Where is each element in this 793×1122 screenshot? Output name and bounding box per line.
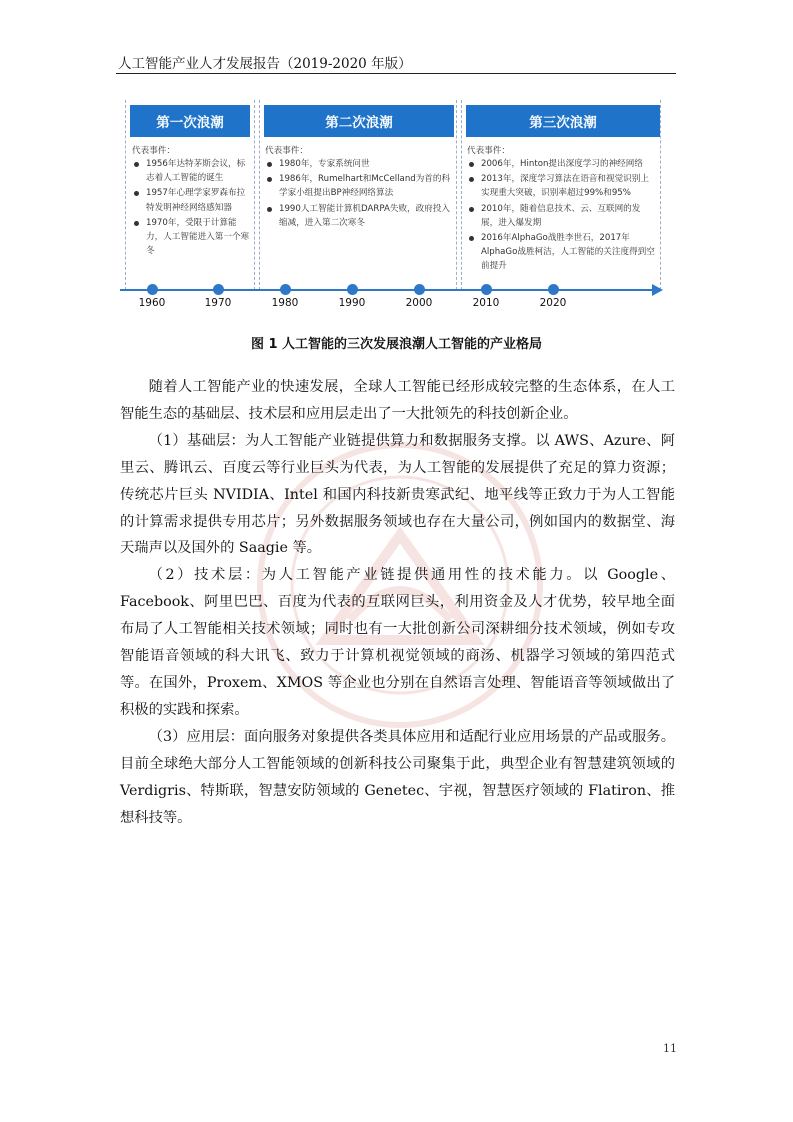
event-item: 1957年心理学家罗森布拉特发明神经网络感知器 [132,186,252,214]
page-number: 11 [663,1042,677,1055]
timeline-dot [147,284,158,295]
timeline-dot [414,284,425,295]
timeline-dot [347,284,358,295]
wave-heading: 第三次浪潮 [466,105,660,137]
paragraph-intro: 随着人工智能产业的快速发展，全球人工智能已经形成较完整的生态体系，在人工智能生态的基础层、技术层和应用层走出了一大批领先的科技创新企业。 [120,379,675,422]
timeline-year: 1960 [138,297,166,309]
timeline-year: 1970 [204,297,232,309]
timeline-dot [213,284,224,295]
events-list [132,157,252,259]
figure-caption: 图 1 人工智能的三次发展浪潮人工智能的产业格局 [250,337,543,352]
event-item: 2013年，深度学习算法在语音和视觉识别上实现重大突破，识别率超过99%和95% [467,172,657,200]
paragraph-infrastructure-layer: （1）基础层：为人工智能产业链提供算力和数据服务支撑。以 AWS、Azure、阿里云、腾讯云、百度云等行业巨头为代表，为人工智能的发展提供了充足的算力资源；传统芯片巨头 NVIDIA、Intel 和国内科技新贵寒武纪、地平线等正致力于为人工智能的计算需求提供专用芯片；另外数据服务领域也存在大量公司，例如国内的数据堂、海天瑞声以及国外的 Saagie 等。 [120,432,675,557]
event-item: 1956年达特茅斯会议，标志着人工智能的诞生 [132,157,252,185]
wave-heading: 第二次浪潮 [264,105,454,137]
paragraph-technology-layer: （2）技术层：为人工智能产业链提供通用性的技术能力。以 Google、Facebook、阿里巴巴、百度为代表的互联网巨头，利用资金及人才优势，较早地全面布局了人工智能相关技术领域；同时也有一大批创新公司深耕细分技术领域，例如专攻智能语音领域的科大讯飞、致力于计算机视觉领域的商汤、机器学习领域的第四范式等。在国外，Proxem、XMOS 等企业也分别在自然语言处理、智能语音等领域做出了积极的实践和探索。 [120,567,675,718]
event-item: 2016年AlphaGo战胜李世石，2017年AlphaGo战胜柯洁，人工智能的关注度得到空前提升 [467,231,657,274]
events-label: 代表事件： [265,146,308,156]
timeline-axis [120,289,654,291]
events-label: 代表事件： [467,146,510,156]
timeline-arrow-icon [652,284,663,296]
event-item: 1990人工智能计算机DARPA失败，政府投入缩减，进入第二次寒冬 [265,202,453,230]
wave-heading: 第一次浪潮 [130,105,250,137]
event-item: 2006年，Hinton提出深度学习的神经网络 [467,157,657,171]
events-list [467,157,657,275]
paragraph-application-layer: （3）应用层：面向服务对象提供各类具体应用和适配行业应用场景的产品或服务。目前全球绝大部分人工智能领域的创新科技公司聚集于此，典型企业有智慧建筑领域的 Verdigris、特斯联，智慧安防领域的 Genetec、宇视，智慧医疗领域的 Flatiron、推想科技等。 [120,728,675,826]
body-text [120,374,675,831]
timeline-dot [481,284,492,295]
timeline-year: 2000 [405,297,433,309]
event-item: 2010年，随着信息技术、云、互联网的发展，进入爆发期 [467,202,657,230]
wave-panel-2 [259,100,457,290]
timeline-year: 1980 [271,297,299,309]
header-rule [116,73,676,74]
timeline-year: 2010 [472,297,500,309]
wave-panel-1 [125,100,255,290]
header-title: 人工智能产业人才发展报告（2019-2020 年版） [118,56,412,72]
event-item: 1986年，Rumelhart和McCelland为首的科学家小组提出BP神经网络算法 [265,172,453,200]
event-item: 1970年，受限于计算能力，人工智能进入第一个寒冬 [132,216,252,259]
event-item: 1980年，专家系统问世 [265,157,453,171]
timeline-year: 2020 [539,297,567,309]
timeline-dot [548,284,559,295]
events-label: 代表事件： [132,146,175,156]
wave-panel-3 [461,100,661,290]
timeline-year: 1990 [338,297,366,309]
timeline-dot [280,284,291,295]
events-list [265,157,453,231]
